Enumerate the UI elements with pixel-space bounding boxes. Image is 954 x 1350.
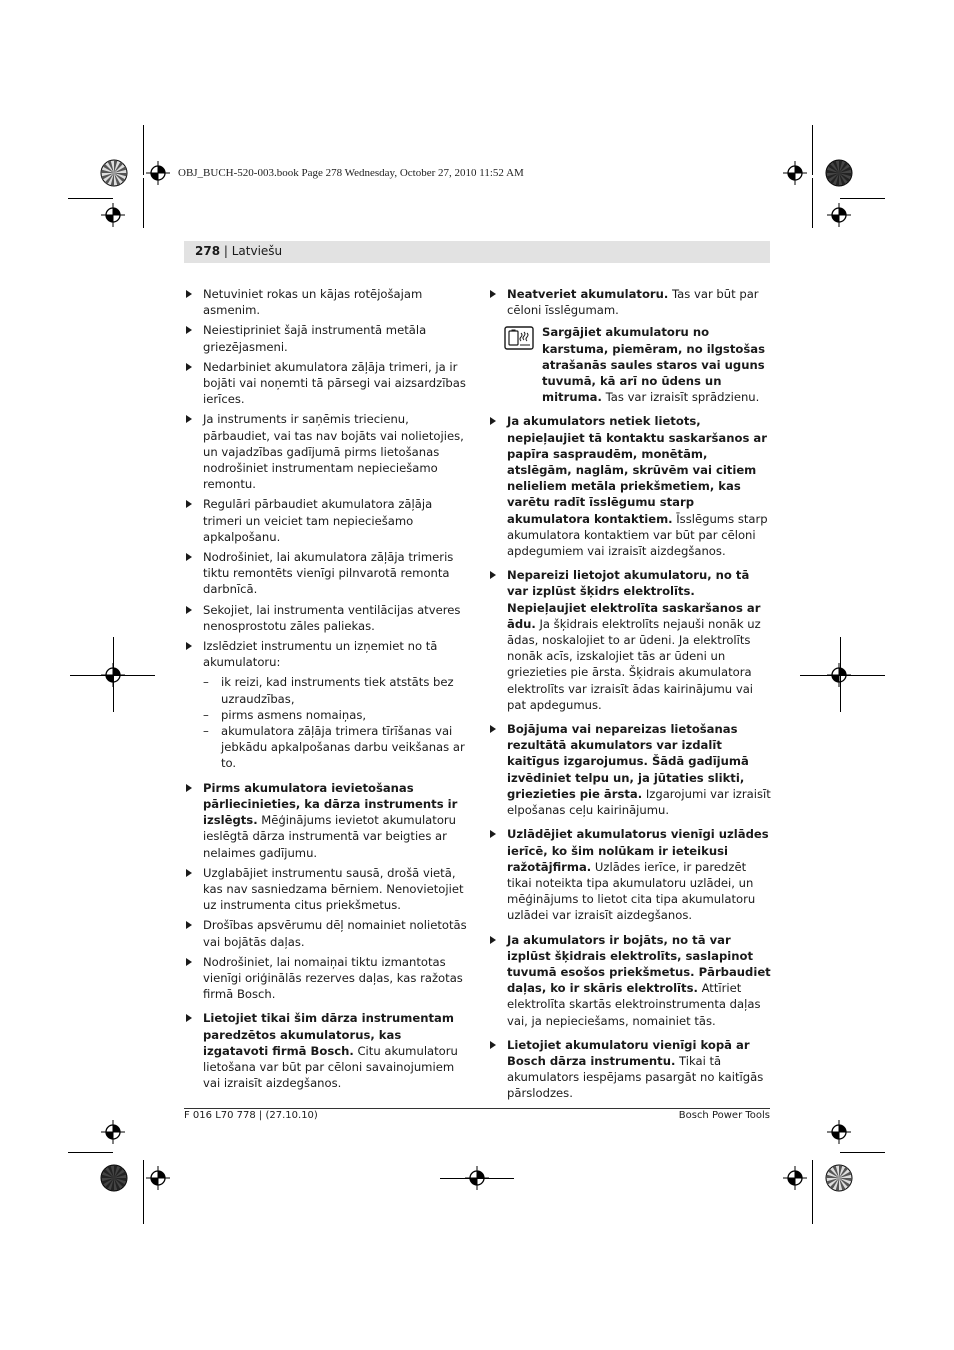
bullet-triangle-icon — [186, 958, 192, 966]
sub-item-text: ik reizi, kad instruments tiek atstāts bez uzraudzības, — [221, 675, 454, 706]
item-text: Tas var izraisīt sprādzienu. — [601, 390, 760, 405]
crop-line — [812, 1160, 813, 1224]
sub-item-text: pirms asmens nomaiņas, — [221, 707, 367, 722]
footer-doc-code: F 016 L70 778 | (27.10.10) — [184, 1110, 318, 1121]
bullet-triangle-icon — [490, 290, 496, 298]
item-text: Uzlādes ierīce, ir paredzēt tikai noteikta tipa akumulatoru uzlādei, un mēģinājums to lietot cita tipa akumulatoru uzlādei var izraisīt aizdegšanos. — [507, 859, 756, 923]
item-text: Nedarbiniet akumulatora zāļāja trimeri, ja ir bojāti vai noņemti tā pārsegi vai aizsardzības ierīces. — [203, 359, 466, 407]
bullet-triangle-icon — [490, 936, 496, 944]
left-column — [185, 286, 467, 1095]
item-text: Sekojiet, lai instrumenta ventilācijas atveres nenosprostotu zāles paliekas. — [203, 602, 461, 633]
list-item — [185, 780, 467, 861]
bullet-triangle-icon — [186, 363, 192, 371]
crop-line — [812, 178, 813, 228]
bullet-triangle-icon — [186, 415, 192, 423]
item-bold-text: Ja akumulators ir bojāts, no tā var izplūst šķidrais elektrolīts, saslapinot tuvumā esošos priekšmetus. Pārbaudiet daļas, ko ir skāris elektrolīts. — [507, 932, 771, 996]
dash-bullet: – — [203, 707, 209, 722]
item-text: Regulāri pārbaudiet akumulatora zāļāja trimeri un veiciet tam nepieciešamo apkalpošanu. — [203, 497, 433, 544]
bullet-triangle-icon — [186, 642, 192, 650]
right-column — [489, 286, 773, 1106]
sub-item-text: akumulatora zāļāja trimera tīrīšanas vai jebkādu apkalpošanas darbu veikšanas ar to. — [221, 724, 465, 771]
bullet-triangle-icon — [186, 606, 192, 614]
page-number: 278 — [195, 244, 221, 258]
bullet-triangle-icon — [186, 1014, 192, 1022]
crop-line — [70, 675, 155, 676]
item-text: Neiestipriniet šajā instrumentā metāla griezējasmeni. — [203, 323, 427, 354]
item-bold-text: Lietojiet akumulatoru vienīgi kopā ar Bosch dārza instrumentu. — [507, 1037, 750, 1068]
bullet-triangle-icon — [186, 869, 192, 877]
item-text: Netuviniet rokas un kājas rotējošajam asmenim. — [203, 287, 423, 318]
slug-line: OBJ_BUCH-520-003.book Page 278 Wednesday, October 27, 2010 11:52 AM — [178, 167, 524, 179]
item-text: Tikai tā akumulators iespējams pasargāt no kaitīgās pārslodzes. — [507, 1053, 764, 1101]
bullet-triangle-icon — [186, 921, 192, 929]
header-separator: | — [220, 244, 232, 258]
item-text: Īsslēgums starp akumulatora kontaktiem var būt par cēloni apdegumiem vai izraisīt aizdegšanos. — [507, 511, 768, 559]
color-target-icon — [825, 1164, 853, 1192]
list-item — [185, 954, 467, 1003]
item-bold-text: Pirms akumulatora ievietošanas pārliecinieties, ka dārza instruments ir izslēgts. — [203, 780, 458, 828]
list-item — [185, 359, 467, 408]
registration-mark-icon — [827, 203, 851, 227]
footer-rule — [184, 1108, 770, 1109]
item-text: Drošības apsvērumu dēļ nomainiet nolietotās vai bojātās daļas. — [203, 918, 467, 949]
sub-list-item — [203, 707, 467, 723]
list-item — [185, 917, 467, 949]
item-bold-text: Bojājuma vai nepareizas lietošanas rezultātā akumulators var izdalīt kaitīgus izgarojumus. Šādā gadījumā izvēdiniet telpu un, ja jūtaties slikti, griezieties pie ārsta. — [507, 722, 749, 801]
list-item — [185, 549, 467, 598]
crop-line — [68, 198, 113, 199]
list-item — [489, 721, 773, 818]
bullet-triangle-icon — [186, 784, 192, 792]
item-bold-text: Lietojiet tikai šim dārza instrumentam paredzētos akumulatorus, kas izgatavoti firmā Bosch. — [203, 1011, 454, 1058]
registration-mark-icon — [827, 1120, 851, 1144]
color-target-icon — [100, 1164, 128, 1192]
list-item — [489, 1037, 773, 1102]
item-text: Izslēdziet instrumentu un izņemiet no tā akumulatoru: — [203, 639, 438, 670]
bullet-triangle-icon — [186, 290, 192, 298]
item-bold-text: Ja akumulators netiek lietots, nepieļaujiet tā kontaktu saskaršanos ar papīra saspraudēm, monētām, atslēgām, naglām, skrūvēm vai citiem nelieliem metāla priekšmetiem, kas varētu radīt īsslēgumu starp akumulatora kontaktiem. — [507, 414, 767, 526]
list-item — [185, 865, 467, 914]
dash-bullet: – — [203, 675, 209, 690]
item-bold-text: Sargājiet akumulatoru no karstuma, piemēram, no ilgstošas atrašanās saules staros vai uguns tuvumā, kā arī no ūdens un mitruma. — [542, 325, 765, 405]
list-item — [489, 324, 773, 405]
registration-mark-icon — [146, 161, 170, 185]
item-text: Citu akumulatoru lietošana var būt par cēloni savainojumiem vai izraisīt aizdegšanos. — [203, 1043, 458, 1091]
bullet-triangle-icon — [490, 725, 496, 733]
color-target-icon — [825, 159, 853, 187]
registration-mark-icon — [101, 1120, 125, 1144]
bullet-triangle-icon — [186, 500, 192, 508]
crop-line — [840, 1152, 885, 1153]
list-item — [185, 411, 467, 492]
sub-list-item — [203, 723, 467, 772]
header-language: Latviešu — [231, 244, 283, 258]
list-item — [185, 496, 467, 545]
item-text: Nodrošiniet, lai akumulatora zāļāja trimeris tiktu remontēts vienīgi pilnvarotā remonta darbnīcā. — [203, 550, 454, 597]
registration-mark-icon — [101, 203, 125, 227]
item-text: Nodrošiniet, lai nomaiņai tiktu izmantotas vienīgi oriģinālās rezerves daļas, kas ražotas firmā Bosch. — [203, 954, 463, 1002]
list-item — [489, 932, 773, 1029]
item-bold-text: Nepareizi lietojot akumulatoru, no tā var izplūst šķidrs elektrolīts. Nepieļaujiet elektrolīta saskaršanos ar ādu. — [507, 568, 761, 631]
crop-line — [840, 198, 885, 199]
crop-line — [440, 1178, 514, 1179]
footer-brand: Bosch Power Tools — [678, 1110, 770, 1121]
bullet-triangle-icon — [490, 417, 496, 425]
crop-line — [812, 125, 813, 175]
list-item — [185, 322, 467, 354]
page-header — [195, 244, 282, 259]
item-text: Tas var būt par cēloni īsslēgumam. — [507, 287, 759, 318]
dash-bullet: – — [203, 724, 209, 739]
item-text: Attīriet elektrolīta skartās elektroinstrumenta daļas vai, ja nepieciešams, nomainiet tās. — [507, 981, 761, 1028]
registration-mark-icon — [146, 1166, 170, 1190]
crop-line — [800, 675, 885, 676]
bullet-triangle-icon — [490, 830, 496, 838]
sub-list-item — [203, 674, 467, 706]
bullet-triangle-icon — [490, 1041, 496, 1049]
item-bold-text: Uzlādējiet akumulatorus vienīgi uzlādes ierīcē, ko šim nolūkam ir ieteikusi ražotājfirma. — [507, 827, 769, 874]
list-item — [185, 602, 467, 634]
list-item — [185, 1010, 467, 1091]
list-item — [489, 826, 773, 923]
item-bold-text: Neatveriet akumulatoru. — [507, 287, 669, 301]
list-item — [489, 567, 773, 713]
crop-line — [143, 178, 144, 228]
crop-line — [68, 1152, 113, 1153]
item-text: Uzglabājiet instrumentu sausā, drošā vietā, kas nav sasniedzama bērniem. Nenovietojiet uz instrumenta citus priekšmetus. — [203, 865, 464, 913]
sub-list — [203, 674, 467, 771]
battery-heat-warning-icon — [504, 326, 534, 350]
list-item — [185, 638, 467, 772]
item-text: Izgarojumi var izraisīt elpošanas ceļu kairinājumu. — [507, 786, 771, 818]
bullet-triangle-icon — [186, 326, 192, 334]
list-item — [489, 286, 773, 318]
item-text: Ja instruments ir saņēmis triecienu, pārbaudiet, vai tas nav bojāts vai nolietojies, un vajadzības gadījumā pirms lietošanas nodrošiniet instrumentam nepieciešamo remontu. — [203, 412, 464, 492]
color-target-icon — [100, 159, 128, 187]
item-text: Ja šķidrais elektrolīts nejauši nonāk uz ādas, noskalojiet to ar ūdeni. Ja elektrolīts nonāk acīs, izskalojiet tās ar ūdeni un griezieties pie ārsta. Šķidrais akumulatora elektrolīts var izraisīt ādas kairinājumu vai pat apdegumus. — [507, 616, 761, 712]
list-item — [185, 286, 467, 318]
list-item — [489, 413, 773, 559]
bullet-triangle-icon — [186, 553, 192, 561]
registration-mark-icon — [783, 161, 807, 185]
item-text: Mēģinājums ievietot akumulatoru ieslēgtā dārza instrumentā var beigties ar nelaimes gadījumu. — [203, 813, 457, 860]
bullet-triangle-icon — [490, 571, 496, 579]
crop-line — [143, 1160, 144, 1224]
crop-line — [143, 125, 144, 175]
registration-mark-icon — [783, 1166, 807, 1190]
